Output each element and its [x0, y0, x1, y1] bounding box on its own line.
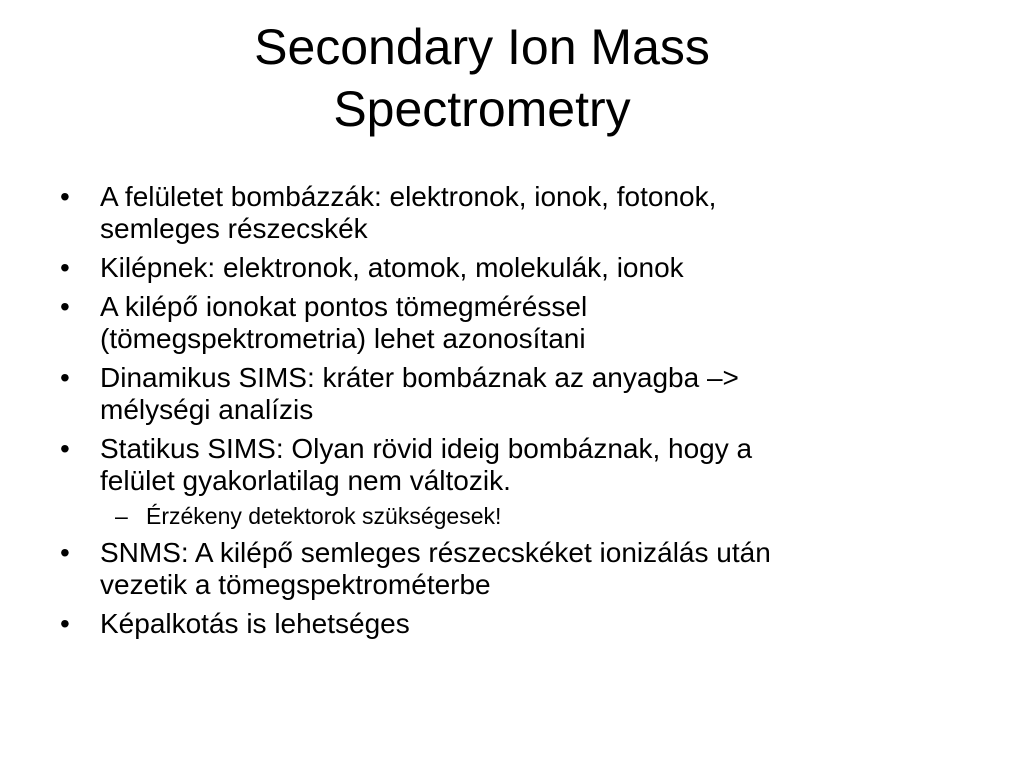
bullet-dot: •	[60, 291, 70, 322]
bullet-text-line: vezetik a tömegspektrométerbe	[100, 569, 491, 600]
title-line-2: Spectrometry	[333, 81, 631, 137]
bullet-text-line: Statikus SIMS: Olyan rövid ideig bombáznak, hogy a	[100, 433, 753, 464]
bullet-text-line: felület gyakorlatilag nem változik.	[100, 465, 511, 496]
bullet-text-line: A felületet bombázzák: elektronok, ionok, fotonok,	[100, 181, 717, 212]
bullet-text-line: Dinamikus SIMS: kráter bombáznak az anyagba –>	[100, 362, 739, 393]
bullet-dot: •	[60, 537, 70, 568]
bullet-item-snms	[60, 537, 960, 601]
bullet-item-mass-measurement	[60, 291, 960, 355]
bullet-item-bombardment	[60, 181, 960, 245]
bullet-dot: •	[60, 181, 70, 212]
bullet-text-line: A kilépő ionokat pontos tömegméréssel	[100, 291, 588, 322]
bullet-item-static-sims	[60, 433, 960, 497]
slide-title	[132, 16, 832, 140]
bullet-item-dynamic-sims	[60, 362, 960, 426]
bullet-text-line: semleges részecskék	[100, 213, 368, 244]
sub-bullet-item-detectors	[60, 501, 960, 531]
bullet-item-imaging	[60, 608, 960, 640]
sub-bullet-text: Érzékeny detektorok szükségesek!	[146, 503, 502, 529]
bullet-text-line: SNMS: A kilépő semleges részecskéket ionizálás után	[100, 537, 771, 568]
bullet-text-line: mélységi analízis	[100, 394, 314, 425]
bullet-item-emitted-particles	[60, 252, 960, 284]
bullet-list	[60, 181, 960, 647]
bullet-text-line: Képalkotás is lehetséges	[100, 608, 410, 639]
title-line-1: Secondary Ion Mass	[254, 19, 710, 75]
bullet-dot: •	[60, 608, 70, 639]
bullet-dot: •	[60, 433, 70, 464]
bullet-dot: •	[60, 362, 70, 393]
sub-bullet-dash: –	[115, 503, 128, 529]
bullet-text-line: Kilépnek: elektronok, atomok, molekulák, ionok	[100, 252, 684, 283]
bullet-text-line: (tömegspektrometria) lehet azonosítani	[100, 323, 586, 354]
bullet-dot: •	[60, 252, 70, 283]
